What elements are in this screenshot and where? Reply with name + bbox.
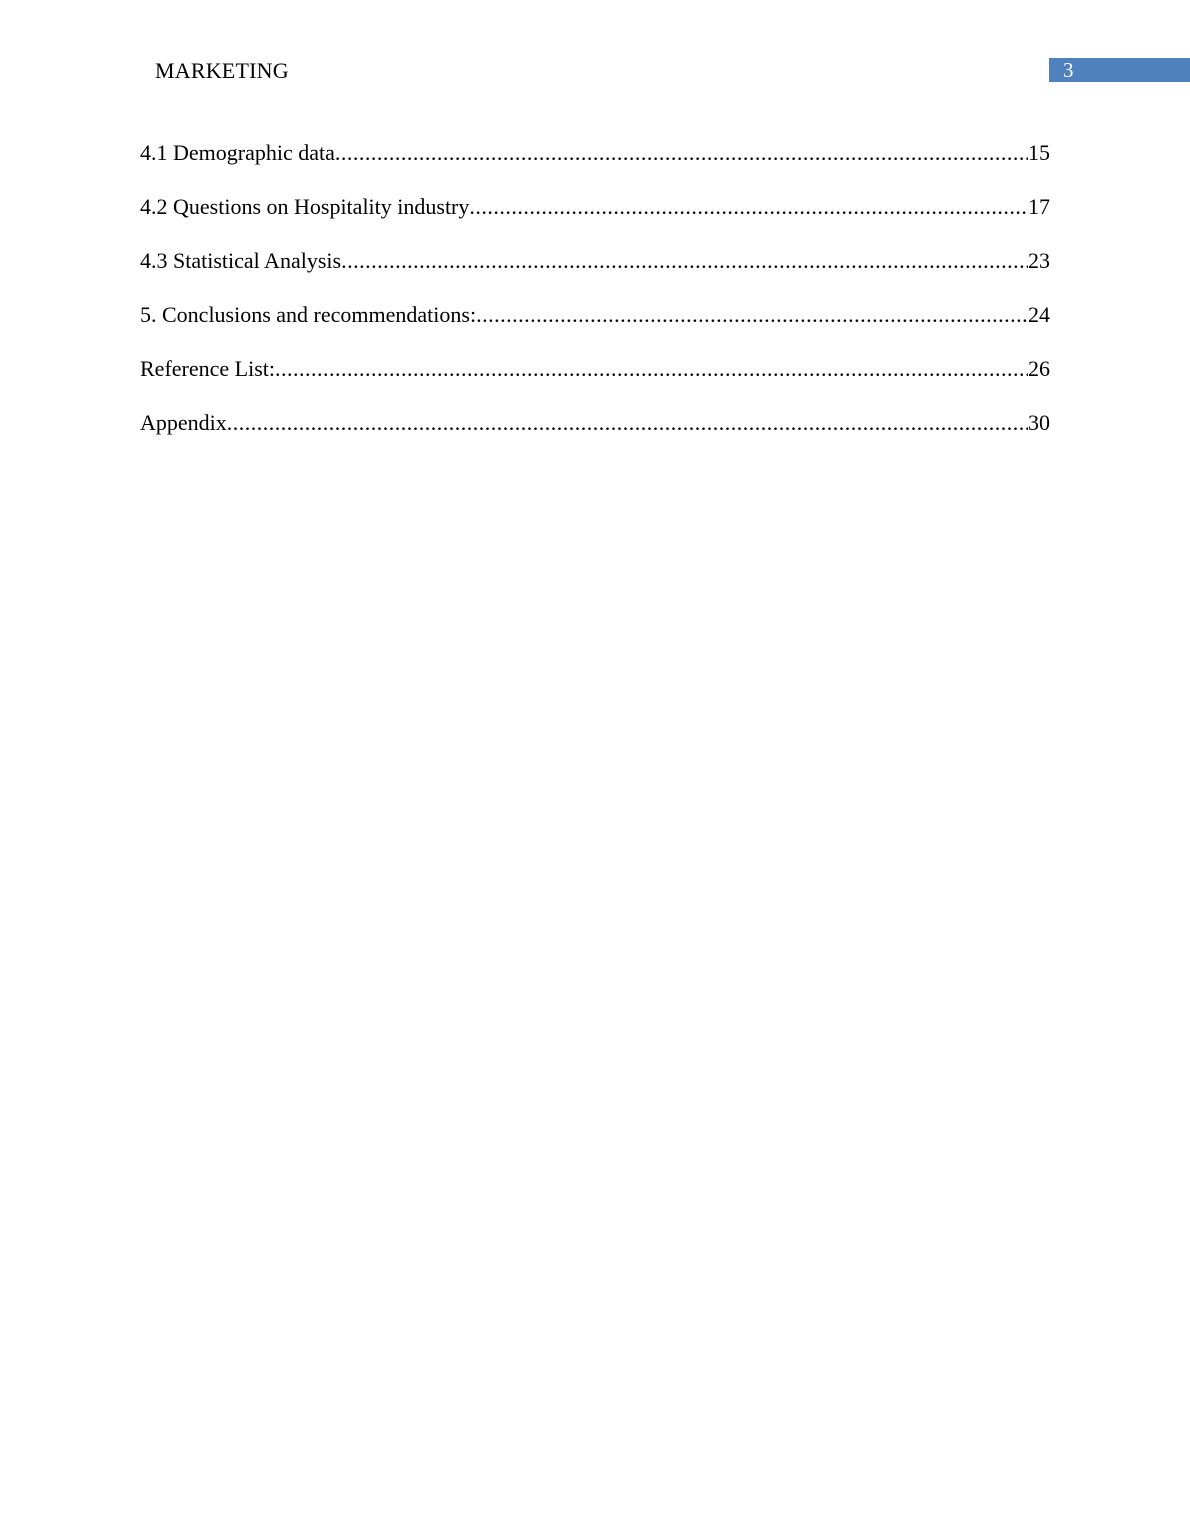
toc-entry-label: Appendix — [140, 410, 227, 435]
toc-entry-label: Reference List: — [140, 356, 275, 381]
toc-dot-leader — [469, 193, 1028, 221]
toc-entry-page: 23 — [1028, 248, 1050, 273]
toc-dot-leader — [476, 301, 1028, 329]
toc-entry[interactable] — [140, 355, 1050, 409]
toc-entry[interactable] — [140, 247, 1050, 301]
toc-dot-leader — [335, 139, 1028, 167]
toc-entry-page: 15 — [1028, 140, 1050, 165]
toc-dot-leader — [341, 247, 1028, 275]
toc-entry-label: 4.3 Statistical Analysis — [140, 248, 342, 273]
toc-entry[interactable] — [140, 301, 1050, 355]
toc-dot-leader — [275, 355, 1028, 383]
toc-entry-page: 30 — [1028, 410, 1050, 435]
toc-entry[interactable] — [140, 193, 1050, 247]
page-number: 3 — [1063, 58, 1074, 82]
toc-entry-label: 5. Conclusions and recommendations: — [140, 302, 477, 327]
toc-entry-page: 24 — [1028, 302, 1050, 327]
toc-entry[interactable] — [140, 139, 1050, 193]
page-number-badge — [1049, 58, 1190, 82]
toc-dot-leader — [227, 409, 1028, 437]
table-of-contents — [140, 139, 1050, 463]
running-header-title: MARKETING — [155, 58, 289, 83]
toc-entry-label: 4.1 Demographic data — [140, 140, 335, 165]
toc-entry[interactable] — [140, 409, 1050, 463]
toc-entry-page: 17 — [1028, 194, 1050, 219]
toc-entry-page: 26 — [1028, 356, 1050, 381]
toc-entry-label: 4.2 Questions on Hospitality industry — [140, 194, 470, 219]
